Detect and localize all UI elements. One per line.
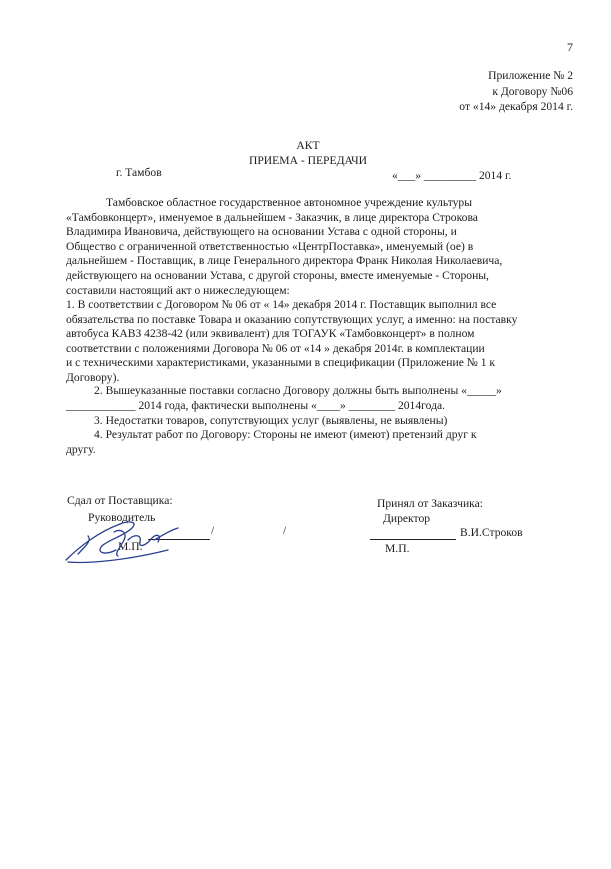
item-3-paragraph: 3. Недостатки товаров, сопутствующих услуг (выявлены, не выявлены) <box>94 414 448 427</box>
city: г. Тамбов <box>116 166 162 179</box>
item-1-line: Договору). <box>66 370 120 384</box>
document-title <box>208 138 408 168</box>
item-1-line: 1. В соответствии с Договором № 06 от « 14» декабря 2014 г. Поставщик выполнил все <box>66 298 497 311</box>
customer-name: В.И.Строков <box>460 526 523 539</box>
appendix-line-2: к Договору №06 <box>492 84 573 98</box>
customer-signature-line <box>370 539 456 540</box>
item-4-line: другу. <box>66 442 96 456</box>
title-line-1: АКТ <box>296 139 320 152</box>
intro-line: «Тамбовконцерт», именуемое в дальнейшем - Заказчик, в лице директора Строкова <box>66 210 478 224</box>
document-date: «___» _________ 2014 г. <box>392 169 512 182</box>
supplier-role: Руководитель <box>88 511 156 524</box>
supplier-heading: Сдал от Поставщика: <box>67 494 173 507</box>
customer-stamp-label: М.П. <box>385 542 410 555</box>
intro-line: составили настоящий акт о нижеследующем: <box>66 283 290 297</box>
item-4-paragraph <box>66 428 574 457</box>
item-4-line: 4. Результат работ по Договору: Стороны не имеют (имеют) претензий друг к <box>94 428 477 441</box>
intro-line: Владимира Ивановича, действующего на основании Устава с одной стороны, и <box>66 225 457 239</box>
appendix-line-1: Приложение № 2 <box>488 69 573 82</box>
intro-line: Тамбовское областное государственное автономное учреждение культуры <box>106 196 473 209</box>
intro-paragraph <box>66 196 574 298</box>
appendix-line-3: от «14» декабря 2014 г. <box>459 100 573 113</box>
supplier-slash-1: / <box>211 524 215 537</box>
item-1-line: обязательства по поставке Товара и оказанию сопутствующих услуг, а именно: на поставку <box>66 312 518 326</box>
appendix-block <box>459 68 573 115</box>
item-1-paragraph <box>66 298 574 386</box>
supplier-slash-2: / <box>283 524 287 537</box>
item-2-line: ____________ 2014 года, фактически выполнены «____» ________ 2014года. <box>66 398 446 412</box>
supplier-stamp-label: М.П. <box>118 540 143 553</box>
item-2-line: 2. Вышеуказанные поставки согласно Договору должны быть выполнены «_____» <box>94 384 502 397</box>
intro-line: действующего на основании Устава, с другой стороны, вместе именуемые - Стороны, <box>66 268 489 282</box>
page-number: 7 <box>567 40 573 54</box>
customer-heading: Принял от Заказчика: <box>377 497 483 510</box>
intro-line: Общество с ограниченной ответственностью «ЦентрПоставка», именуемый (ое) в <box>66 239 474 253</box>
item-2-paragraph <box>66 384 574 413</box>
intro-line: дальнейшем - Поставщик, в лице Генерального директора Франк Николая Николаевича, <box>66 254 503 268</box>
title-line-2: ПРИЕМА - ПЕРЕДАЧИ <box>248 154 368 167</box>
handwritten-signature <box>58 510 198 570</box>
item-1-line: соответствии с положениями Договора № 06 от «14 » декабря 2014г. в комплектации <box>66 341 485 355</box>
item-1-line: и с техническими характеристиками, указанными в спецификации (Приложение № 1 к <box>66 356 496 370</box>
item-1-line: автобуса КАВЗ 4238-42 (или эквивалент) для ТОГАУК «Тамбовконцерт» в полном <box>66 327 475 341</box>
customer-role: Директор <box>383 512 431 525</box>
